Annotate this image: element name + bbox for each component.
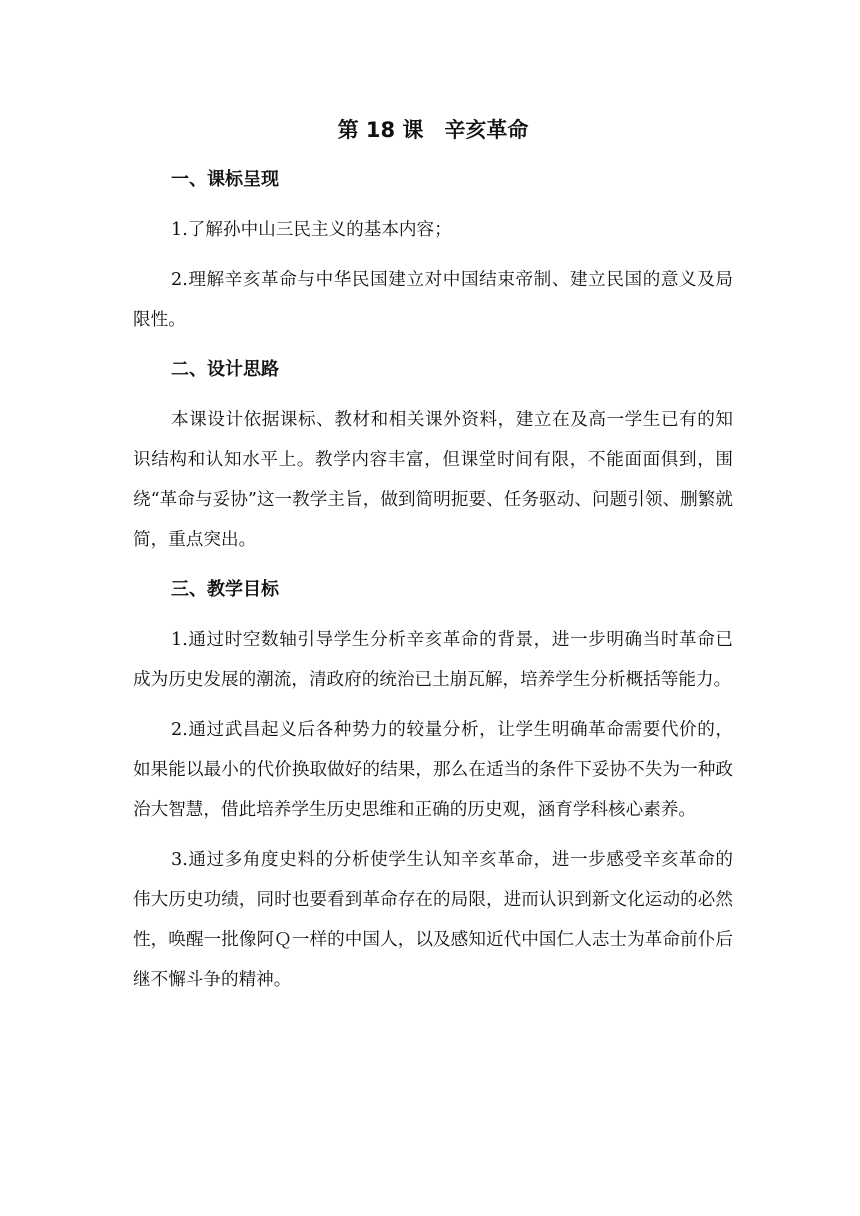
paragraph: 2.理解辛亥革命与中华民国建立对中国结束帝制、建立民国的意义及局限性。 (133, 270, 733, 330)
section-heading: 一、课标呈现 (171, 169, 279, 190)
paragraph: 本课设计依据课标、教材和相关课外资料，建立在及高一学生已有的知识结构和认知水平上。教学内容丰富，但课堂时间有限，不能面面俱到，围绕“革命与妥协”这一教学主旨，做到简明扼要、任务驱动、问题引领、删繁就简，重点突出。 (133, 410, 733, 550)
paragraph: 1.通过时空数轴引导学生分析辛亥革命的背景，进一步明确当时革命已成为历史发展的潮流，清政府的统治已土崩瓦解，培养学生分析概括等能力。 (133, 630, 733, 690)
section-teaching-goals (133, 570, 733, 1000)
paragraph: 1.了解孙中山三民主义的基本内容； (171, 220, 452, 240)
paragraph: 3.通过多角度史料的分析使学生认知辛亥革命，进一步感受辛亥革命的伟大历史功绩，同时也要看到革命存在的局限，进而认识到新文化运动的必然性，唤醒一批像阿Ｑ一样的中国人，以及感知近代中国仁人志士为革命前仆后继不懈斗争的精神。 (133, 850, 733, 990)
section-heading: 三、教学目标 (171, 579, 279, 600)
section-design-ideas (133, 350, 733, 560)
section-curriculum-standards (133, 160, 733, 340)
document-title: 第 18 课 辛亥革命 (337, 118, 529, 142)
document-page (133, 108, 733, 1010)
paragraph: 2.通过武昌起义后各种势力的较量分析，让学生明确革命需要代价的，如果能以最小的代价换取做好的结果，那么在适当的条件下妥协不失为一种政治大智慧，借此培养学生历史思维和正确的历史观，涵育学科核心素养。 (133, 720, 733, 820)
section-heading: 二、设计思路 (171, 359, 279, 380)
